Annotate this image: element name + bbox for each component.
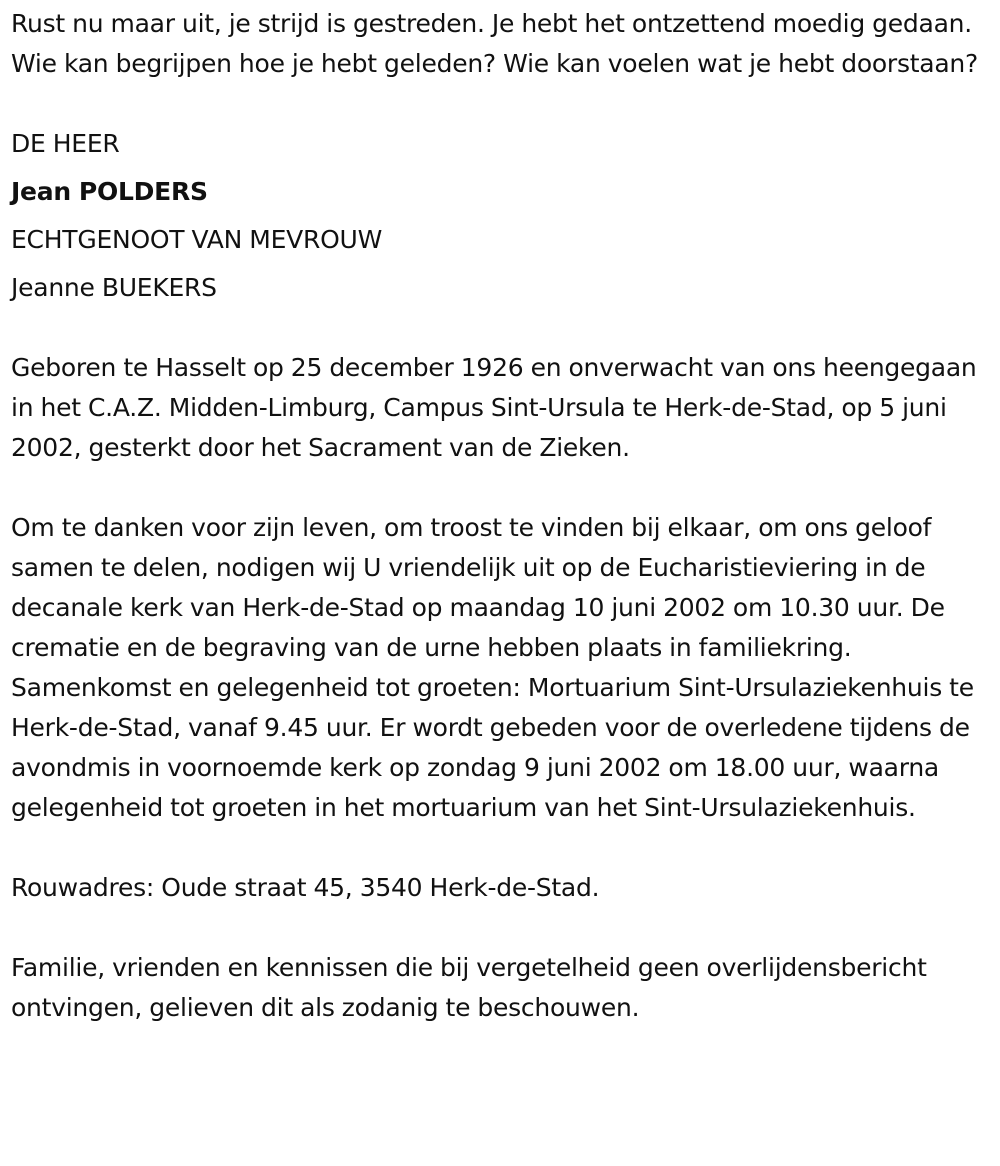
intro-poem: Rust nu maar uit, je strijd is gestreden. Je hebt het ontzettend moedig gedaan. Wie kan begrijpen hoe je hebt geleden? Wie kan voelen wat je hebt doorstaan? [11, 9, 979, 78]
spouse-name: Jeanne BUEKERS [11, 273, 217, 302]
title-prefix: DE HEER [11, 129, 120, 158]
mourning-address: Rouwadres: Oude straat 45, 3540 Herk-de-Stad. [11, 873, 600, 902]
deceased-name: Jean POLDERS [11, 177, 208, 206]
birth-death-paragraph: Geboren te Hasselt op 25 december 1926 en onverwacht van ons heengegaan in het C.A.Z. Midden-Limburg, Campus Sint-Ursula te Herk-de-Stad, op 5 juni 2002, gesterkt door het Sacrament van de Zieken. [11, 353, 977, 462]
ceremony-paragraph: Om te danken voor zijn leven, om troost te vinden bij elkaar, om ons geloof samen te delen, nodigen wij U vriendelijk uit op de Eucharistieviering in de decanale kerk van Herk-de-Stad op maandag 10 juni 2002 om 10.30 uur. De crematie en de begraving van de urne hebben plaats in familiekring. Samenkomst en gelegenheid tot groeten: Mortuarium Sint-Ursulaziekenhuis te Herk-de-Stad, vanaf 9.45 uur. Er wordt gebeden voor de overledene tijdens de avondmis in voornoemde kerk op zondag 9 juni 2002 om 18.00 uur, waarna gelegenheid tot groeten in het mortuarium van het Sint-Ursulaziekenhuis. [11, 513, 974, 822]
spouse-prefix: ECHTGENOOT VAN MEVROUW [11, 225, 383, 254]
obituary-document [11, 4, 986, 1028]
closing-paragraph: Familie, vrienden en kennissen die bij vergetelheid geen overlijdensbericht ontvingen, gelieven dit als zodanig te beschouwen. [11, 953, 927, 1022]
